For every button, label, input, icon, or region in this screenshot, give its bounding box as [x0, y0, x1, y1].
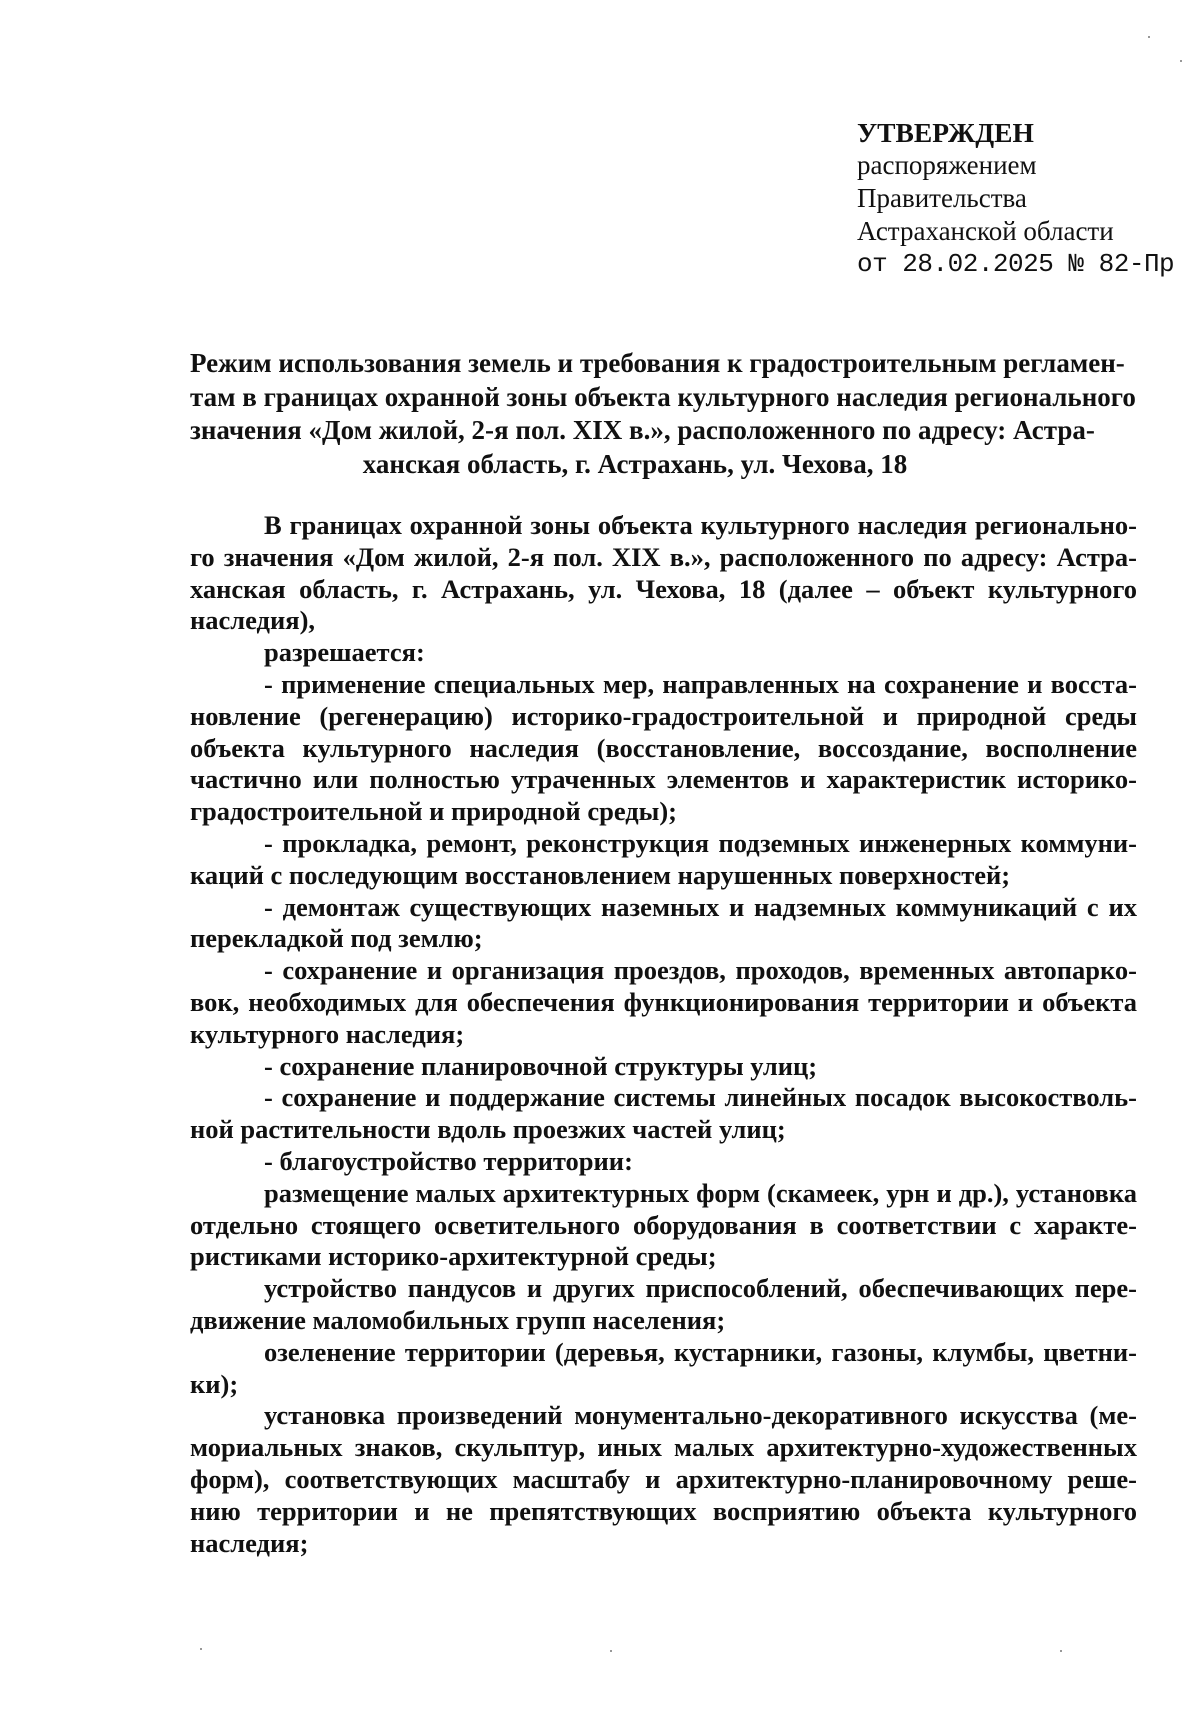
- title-line: там в границах охранной зоны объекта культурного наследия регионального: [190, 381, 1136, 412]
- list-item: размещение малых архитектурных форм (скамеек, урн и др.), установка отдельно стоящего осветительного оборудования в соответствии с характе- ристиками историко-архитектурной среды;: [190, 1177, 1137, 1272]
- approval-line-2: Правительства: [857, 183, 1027, 213]
- text-line: наследия),: [190, 605, 316, 636]
- list-item: - сохранение и организация проездов, проходов, временных автопарко- вок, необходимых для обеспечения функционирования территории и объекта культурного наследия;: [190, 955, 1137, 1049]
- scan-speck: [1060, 1650, 1062, 1652]
- text-line: ханская область, г. Астрахань, ул. Чехова, 18 (далее – объект культурного: [190, 573, 1137, 604]
- list-item: - сохранение и поддержание системы линейных посадок высокостволь- ной растительности вдоль проезжих частей улиц;: [190, 1082, 1137, 1145]
- scan-speck: [1180, 60, 1182, 62]
- list-item: - прокладка, ремонт, реконструкция подземных инженерных коммуни- каций с последующим восстановлением нарушенных поверхностей;: [190, 827, 1137, 890]
- approval-heading: УТВЕРЖДЕН: [857, 117, 1034, 148]
- intro-paragraph-cont: [190, 542, 1137, 637]
- scan-speck: [200, 1648, 202, 1650]
- list-item: - благоустройство территории:: [264, 1145, 633, 1176]
- title-line: ханская область, г. Астрахань, ул. Чехова, 18: [362, 448, 908, 479]
- list-item: - применение специальных мер, направленных на сохранение и восста- новление (регенерацию) историко-градостроительной и природной среды объекта культурного наследия (восстановление, воссоздание, восполнение частично или полностью утраченных элементов и характеристик историко- градостроительной и природной среды);: [190, 668, 1137, 827]
- approval-stamp: [857, 116, 1177, 281]
- approval-line-1: распоряжением: [857, 150, 1037, 180]
- text-line: го значения «Дом жилой, 2-я пол. XIX в.», расположенного по адресу: Астра-: [190, 541, 1137, 572]
- approval-line-3: Астраханской области: [857, 216, 1114, 246]
- title-line: Режим использования земель и требования к градостроительным регламен-: [190, 348, 1125, 378]
- title-line: значения «Дом жилой, 2-я пол. XIX в.», расположенного по адресу: Астра-: [190, 415, 1095, 445]
- list-item: озеленение территории (деревья, кустарники, газоны, клумбы, цветни- ки);: [190, 1336, 1137, 1399]
- text-line: В границах охранной зоны объекта культурного наследия регионально-: [264, 510, 1137, 540]
- list-item: устройство пандусов и других приспособлений, обеспечивающих пере- движение маломобильных групп населения;: [190, 1273, 1137, 1335]
- document-title: [190, 347, 1136, 481]
- scan-speck: [1148, 36, 1150, 38]
- approval-date-number: от 28.02.2025 № 82-Пр: [857, 249, 1175, 279]
- allowed-label: разрешается:: [264, 637, 425, 668]
- document-body: [190, 510, 1137, 1559]
- list-item: установка произведений монументально-декоративного искусства (ме- мориальных знаков, скульптур, иных малых архитектурно-художественных форм), соответствующих масштабу и архитектурно-планировочному реше- нию территории и не препятствующих восприятию объекта культурного наследия;: [190, 1400, 1137, 1558]
- intro-paragraph: [190, 510, 1137, 542]
- list-item: - сохранение планировочной структуры улиц;: [264, 1050, 818, 1081]
- list-item: - демонтаж существующих наземных и надземных коммуникаций с их перекладкой под землю;: [190, 891, 1137, 954]
- scan-speck: [610, 1650, 612, 1652]
